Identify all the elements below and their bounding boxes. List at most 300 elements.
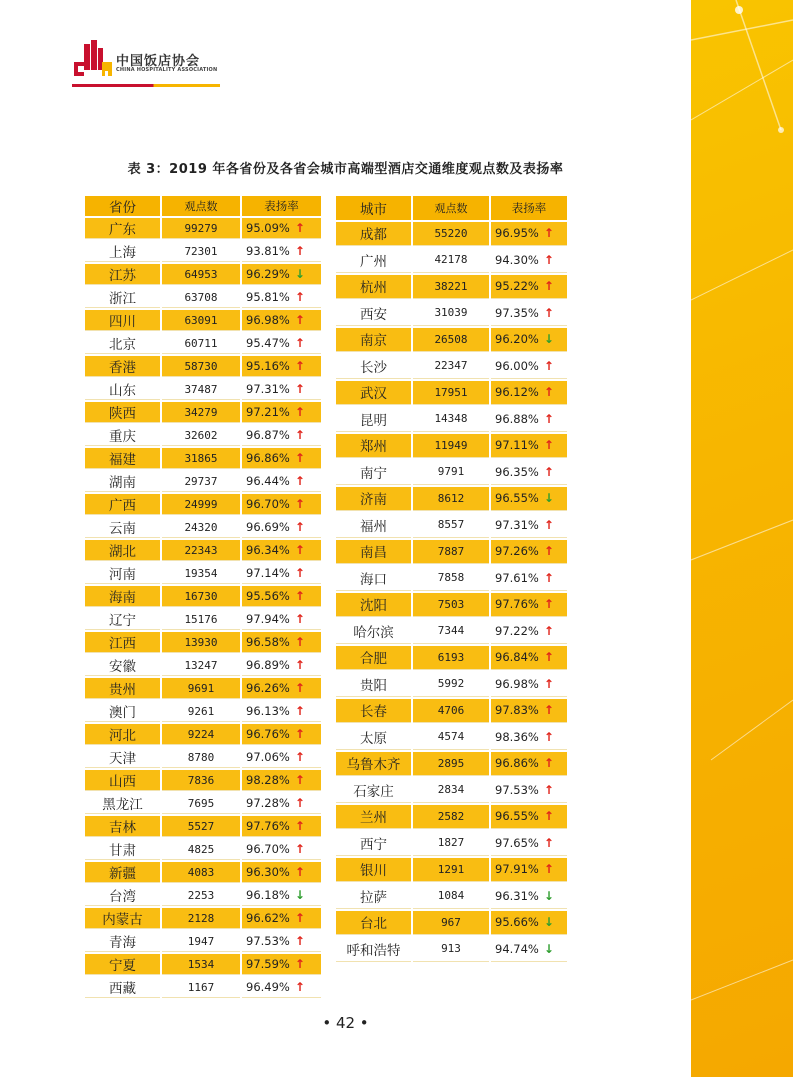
region-name-text: 呼和浩特 <box>346 942 401 959</box>
review-count <box>162 448 240 469</box>
review-count <box>162 563 240 584</box>
region-name <box>336 328 411 353</box>
praise-rate-text: 97.61% <box>495 570 539 585</box>
cha-logo-icon <box>72 40 114 78</box>
review-count-text: 9261 <box>187 704 215 718</box>
review-count <box>162 839 240 860</box>
review-count <box>162 931 240 952</box>
table-row <box>336 275 567 300</box>
arrow-up-icon: ↑ <box>294 681 305 695</box>
review-count <box>413 858 489 883</box>
region-name <box>85 747 160 768</box>
praise-rate <box>491 354 567 379</box>
review-count <box>413 911 489 936</box>
arrow-up-icon: ↑ <box>294 589 305 603</box>
praise-rate-text: 95.81% <box>246 290 290 304</box>
arrow-up-icon: ↑ <box>543 411 554 426</box>
praise-rate <box>491 884 567 909</box>
review-count <box>162 586 240 607</box>
praise-rate-text: 97.76% <box>495 597 539 612</box>
review-count-text: 1291 <box>437 862 465 876</box>
arrow-up-icon: ↑ <box>294 773 305 787</box>
city-table <box>334 194 569 964</box>
table-caption: 表 3：2019 年各省份及各省会城市高端型酒店交通维度观点数及表扬率 <box>127 162 564 177</box>
region-name <box>85 632 160 653</box>
arrow-up-icon: ↑ <box>543 835 554 850</box>
praise-rate-text: 96.29% <box>246 267 290 281</box>
region-name-text: 湖北 <box>109 544 136 560</box>
review-count-text: 4574 <box>437 730 465 744</box>
praise-rate-text: 97.14% <box>246 566 290 580</box>
table-row <box>336 487 567 512</box>
region-name-text: 长沙 <box>360 359 387 376</box>
praise-rate <box>242 287 321 308</box>
review-count-text: 26508 <box>434 332 468 346</box>
arrow-down-icon: ↓ <box>294 267 305 281</box>
arrow-up-icon: ↑ <box>543 782 554 797</box>
table-row <box>85 287 321 308</box>
table-row <box>336 301 567 326</box>
praise-rate <box>242 540 321 561</box>
region-name <box>85 793 160 814</box>
table-row <box>336 725 567 750</box>
arrow-down-icon: ↓ <box>294 888 305 902</box>
praise-rate-text: 96.76% <box>246 727 290 741</box>
arrow-down-icon: ↓ <box>543 941 554 956</box>
arrow-down-icon: ↓ <box>543 915 554 930</box>
review-count-text: 1534 <box>187 957 215 971</box>
region-name-text: 陕西 <box>109 406 136 422</box>
table-row <box>85 333 321 354</box>
review-count-text: 64953 <box>184 267 218 281</box>
praise-rate-text: 94.30% <box>495 252 539 267</box>
region-name <box>336 672 411 697</box>
header-logo <box>72 40 222 92</box>
arrow-down-icon: ↓ <box>543 491 554 506</box>
review-count-text: 17951 <box>434 385 468 399</box>
arrow-up-icon: ↑ <box>294 336 305 350</box>
region-name-text: 宁夏 <box>109 958 136 974</box>
table-row <box>85 931 321 952</box>
review-count-text: 913 <box>441 942 461 956</box>
column-header: 观点数 <box>162 196 240 216</box>
arrow-up-icon: ↑ <box>294 911 305 925</box>
review-count <box>162 655 240 676</box>
table-row <box>336 222 567 247</box>
review-count-text: 1827 <box>437 836 465 850</box>
praise-rate-text: 96.49% <box>246 980 290 994</box>
table-row <box>85 701 321 722</box>
arrow-up-icon: ↑ <box>294 566 305 580</box>
review-count <box>162 977 240 998</box>
praise-rate-text: 96.88% <box>495 411 539 426</box>
region-name-text: 湖南 <box>109 475 136 491</box>
arrow-up-icon: ↑ <box>543 385 554 400</box>
praise-rate-text: 96.55% <box>495 809 539 824</box>
praise-rate-text: 97.26% <box>495 544 539 559</box>
praise-rate <box>242 448 321 469</box>
table-row <box>85 310 321 331</box>
arrow-up-icon: ↑ <box>543 570 554 585</box>
review-count-text: 1084 <box>437 889 465 903</box>
review-count <box>413 381 489 406</box>
arrow-up-icon: ↑ <box>543 252 554 267</box>
review-count-text: 72301 <box>184 244 218 258</box>
review-count <box>413 407 489 432</box>
praise-rate-text: 96.62% <box>246 911 290 925</box>
region-name <box>336 937 411 962</box>
arrow-up-icon: ↑ <box>294 865 305 879</box>
praise-rate <box>242 471 321 492</box>
arrow-up-icon: ↑ <box>294 750 305 764</box>
praise-rate <box>491 725 567 750</box>
region-name <box>85 678 160 699</box>
praise-rate-text: 96.86% <box>246 451 290 465</box>
review-count-text: 9691 <box>187 681 215 695</box>
review-count-text: 63091 <box>184 313 218 327</box>
region-name-text: 浙江 <box>109 291 136 307</box>
review-count-text: 8780 <box>187 750 215 764</box>
praise-rate-text: 94.74% <box>495 941 539 956</box>
table-row <box>85 586 321 607</box>
table-row <box>336 831 567 856</box>
arrow-up-icon: ↑ <box>543 226 554 241</box>
review-count-text: 5527 <box>187 819 215 833</box>
praise-rate <box>242 747 321 768</box>
region-name <box>336 354 411 379</box>
region-name <box>85 770 160 791</box>
table-row <box>336 937 567 962</box>
review-count <box>162 241 240 262</box>
region-name-text: 兰州 <box>360 810 387 827</box>
review-count-text: 60711 <box>184 336 218 350</box>
praise-rate <box>242 264 321 285</box>
table-row <box>85 471 321 492</box>
review-count-text: 7695 <box>187 796 215 810</box>
praise-rate-text: 97.91% <box>495 862 539 877</box>
review-count <box>413 672 489 697</box>
region-name-text: 长春 <box>360 704 387 721</box>
region-name-text: 江西 <box>109 636 136 652</box>
praise-rate-text: 96.26% <box>246 681 290 695</box>
review-count <box>413 566 489 591</box>
praise-rate-text: 97.76% <box>246 819 290 833</box>
decorative-lines <box>691 0 793 1077</box>
review-count <box>162 954 240 975</box>
arrow-up-icon: ↑ <box>294 382 305 396</box>
praise-rate <box>242 954 321 975</box>
praise-rate <box>242 908 321 929</box>
praise-rate-text: 96.87% <box>246 428 290 442</box>
praise-rate <box>491 222 567 247</box>
praise-rate <box>491 301 567 326</box>
praise-rate-text: 96.95% <box>495 226 539 241</box>
praise-rate-text: 96.58% <box>246 635 290 649</box>
region-name <box>336 566 411 591</box>
review-count-text: 2253 <box>187 888 215 902</box>
review-count-text: 31865 <box>184 451 218 465</box>
table-row <box>85 862 321 883</box>
table-row <box>336 540 567 565</box>
arrow-up-icon: ↑ <box>294 474 305 488</box>
review-count <box>413 699 489 724</box>
region-name <box>336 275 411 300</box>
arrow-up-icon: ↑ <box>294 520 305 534</box>
arrow-up-icon: ↑ <box>294 359 305 373</box>
table-row <box>85 241 321 262</box>
review-count-text: 13247 <box>184 658 218 672</box>
table-row <box>336 699 567 724</box>
arrow-up-icon: ↑ <box>294 727 305 741</box>
praise-rate <box>242 494 321 515</box>
region-name <box>85 471 160 492</box>
table-row <box>85 954 321 975</box>
review-count <box>413 354 489 379</box>
region-name-text: 香港 <box>109 360 136 376</box>
arrow-up-icon: ↑ <box>294 244 305 258</box>
review-count-text: 1947 <box>187 934 215 948</box>
praise-rate-text: 96.70% <box>246 497 290 511</box>
review-count <box>413 222 489 247</box>
org-name-en: CHINA HOSPITALITY ASSOCIATION <box>116 67 218 73</box>
review-count <box>162 793 240 814</box>
praise-rate <box>242 310 321 331</box>
praise-rate-text: 95.66% <box>495 915 539 930</box>
region-name <box>336 222 411 247</box>
review-count <box>162 517 240 538</box>
review-count-text: 34279 <box>184 405 218 419</box>
region-name <box>336 513 411 538</box>
table-row <box>336 858 567 883</box>
table-row <box>85 425 321 446</box>
region-name <box>85 839 160 860</box>
review-count <box>413 540 489 565</box>
praise-rate <box>242 425 321 446</box>
region-name-text: 新疆 <box>109 866 136 882</box>
praise-rate <box>491 248 567 273</box>
praise-rate-text: 97.59% <box>246 957 290 971</box>
arrow-up-icon: ↑ <box>543 438 554 453</box>
city-header-row <box>336 196 567 220</box>
review-count-text: 2895 <box>437 756 465 770</box>
arrow-up-icon: ↑ <box>294 221 305 235</box>
arrow-up-icon: ↑ <box>294 842 305 856</box>
review-count <box>162 218 240 239</box>
review-count-text: 6193 <box>437 650 465 664</box>
region-name-text: 台北 <box>360 916 387 933</box>
praise-rate <box>242 885 321 906</box>
arrow-up-icon: ↑ <box>543 305 554 320</box>
praise-rate <box>242 678 321 699</box>
praise-rate <box>242 632 321 653</box>
table-row <box>85 977 321 998</box>
praise-rate <box>242 655 321 676</box>
review-count <box>162 862 240 883</box>
region-name-text: 合肥 <box>360 651 387 668</box>
praise-rate <box>491 460 567 485</box>
review-count-text: 19354 <box>184 566 218 580</box>
region-name-text: 广西 <box>109 498 136 514</box>
review-count <box>162 908 240 929</box>
review-count <box>413 513 489 538</box>
arrow-up-icon: ↑ <box>543 756 554 771</box>
praise-rate-text: 96.84% <box>495 650 539 665</box>
table-row <box>336 646 567 671</box>
praise-rate <box>491 540 567 565</box>
review-count <box>413 248 489 273</box>
review-count <box>162 310 240 331</box>
praise-rate <box>242 862 321 883</box>
table-row <box>336 381 567 406</box>
region-name <box>85 310 160 331</box>
praise-rate <box>242 839 321 860</box>
review-count-text: 11949 <box>434 438 468 452</box>
review-count-text: 7836 <box>187 773 215 787</box>
review-count-text: 9224 <box>187 727 215 741</box>
review-count-text: 7858 <box>437 571 465 585</box>
arrow-up-icon: ↑ <box>294 796 305 810</box>
region-name <box>336 752 411 777</box>
region-name-text: 内蒙古 <box>102 912 143 928</box>
review-count-text: 2834 <box>437 783 465 797</box>
region-name-text: 银川 <box>360 863 387 880</box>
review-count-text: 8557 <box>437 518 465 532</box>
praise-rate-text: 96.55% <box>495 491 539 506</box>
table-row <box>85 885 321 906</box>
praise-rate-text: 95.22% <box>495 279 539 294</box>
region-name <box>85 609 160 630</box>
region-name <box>336 434 411 459</box>
praise-rate <box>242 379 321 400</box>
header-rule <box>72 84 220 87</box>
praise-rate-text: 96.20% <box>495 332 539 347</box>
arrow-up-icon: ↑ <box>294 313 305 327</box>
region-name <box>85 563 160 584</box>
praise-rate-text: 97.83% <box>495 703 539 718</box>
praise-rate <box>491 513 567 538</box>
table-row <box>85 632 321 653</box>
review-count-text: 38221 <box>434 279 468 293</box>
region-name <box>336 805 411 830</box>
table-row <box>336 593 567 618</box>
region-name-text: 四川 <box>109 314 136 330</box>
praise-rate <box>242 793 321 814</box>
table-row <box>85 793 321 814</box>
review-count-text: 37487 <box>184 382 218 396</box>
arrow-up-icon: ↑ <box>294 451 305 465</box>
region-name <box>85 264 160 285</box>
table-row <box>85 839 321 860</box>
praise-rate <box>242 563 321 584</box>
praise-rate-text: 96.13% <box>246 704 290 718</box>
table-row <box>85 770 321 791</box>
region-name <box>336 540 411 565</box>
arrow-up-icon: ↑ <box>543 703 554 718</box>
review-count-text: 2128 <box>187 911 215 925</box>
praise-rate-text: 97.53% <box>495 782 539 797</box>
praise-rate-text: 96.44% <box>246 474 290 488</box>
table-row <box>336 619 567 644</box>
arrow-up-icon: ↑ <box>543 358 554 373</box>
region-name-text: 广州 <box>360 253 387 270</box>
review-count-text: 7887 <box>437 544 465 558</box>
region-name-text: 河南 <box>109 567 136 583</box>
praise-rate-text: 96.31% <box>495 888 539 903</box>
review-count-text: 967 <box>441 915 461 929</box>
region-name <box>336 699 411 724</box>
region-name <box>85 448 160 469</box>
arrow-up-icon: ↑ <box>543 279 554 294</box>
praise-rate-text: 96.89% <box>246 658 290 672</box>
review-count-text: 8612 <box>437 491 465 505</box>
review-count <box>413 460 489 485</box>
region-name <box>85 379 160 400</box>
review-count-text: 63708 <box>184 290 218 304</box>
region-name <box>85 908 160 929</box>
arrow-up-icon: ↑ <box>294 543 305 557</box>
region-name-text: 济南 <box>360 492 387 509</box>
region-name-text: 南宁 <box>360 465 387 482</box>
praise-rate-text: 97.28% <box>246 796 290 810</box>
region-name <box>336 407 411 432</box>
review-count <box>162 379 240 400</box>
review-count <box>162 724 240 745</box>
praise-rate <box>242 977 321 998</box>
column-header: 省份 <box>85 196 160 216</box>
region-name-text: 西安 <box>360 306 387 323</box>
review-count-text: 7344 <box>437 624 465 638</box>
review-count-text: 7503 <box>437 597 465 611</box>
table-row <box>336 513 567 538</box>
region-name <box>85 954 160 975</box>
review-count <box>413 328 489 353</box>
review-count-text: 4706 <box>437 703 465 717</box>
arrow-up-icon: ↑ <box>543 729 554 744</box>
table-row <box>85 655 321 676</box>
review-count-text: 1167 <box>187 980 215 994</box>
region-name <box>85 287 160 308</box>
table-row <box>85 517 321 538</box>
praise-rate <box>491 752 567 777</box>
praise-rate <box>491 778 567 803</box>
table-row <box>85 356 321 377</box>
region-name-text: 重庆 <box>109 429 136 445</box>
region-name <box>336 778 411 803</box>
review-count-text: 2582 <box>437 809 465 823</box>
region-name-text: 石家庄 <box>353 783 394 800</box>
praise-rate <box>242 770 321 791</box>
table-row <box>336 884 567 909</box>
praise-rate-text: 95.09% <box>246 221 290 235</box>
review-count-text: 15176 <box>184 612 218 626</box>
review-count <box>413 646 489 671</box>
review-count-text: 24999 <box>184 497 218 511</box>
table-row <box>85 678 321 699</box>
table-row <box>336 328 567 353</box>
region-name-text: 贵阳 <box>360 677 387 694</box>
review-count <box>162 471 240 492</box>
region-name <box>85 494 160 515</box>
praise-rate-text: 97.31% <box>246 382 290 396</box>
region-name <box>336 619 411 644</box>
praise-rate <box>242 816 321 837</box>
table-row <box>336 911 567 936</box>
review-count <box>162 632 240 653</box>
table-row <box>85 402 321 423</box>
table-row <box>85 218 321 239</box>
praise-rate-text: 97.35% <box>495 305 539 320</box>
praise-rate-text: 93.81% <box>246 244 290 258</box>
